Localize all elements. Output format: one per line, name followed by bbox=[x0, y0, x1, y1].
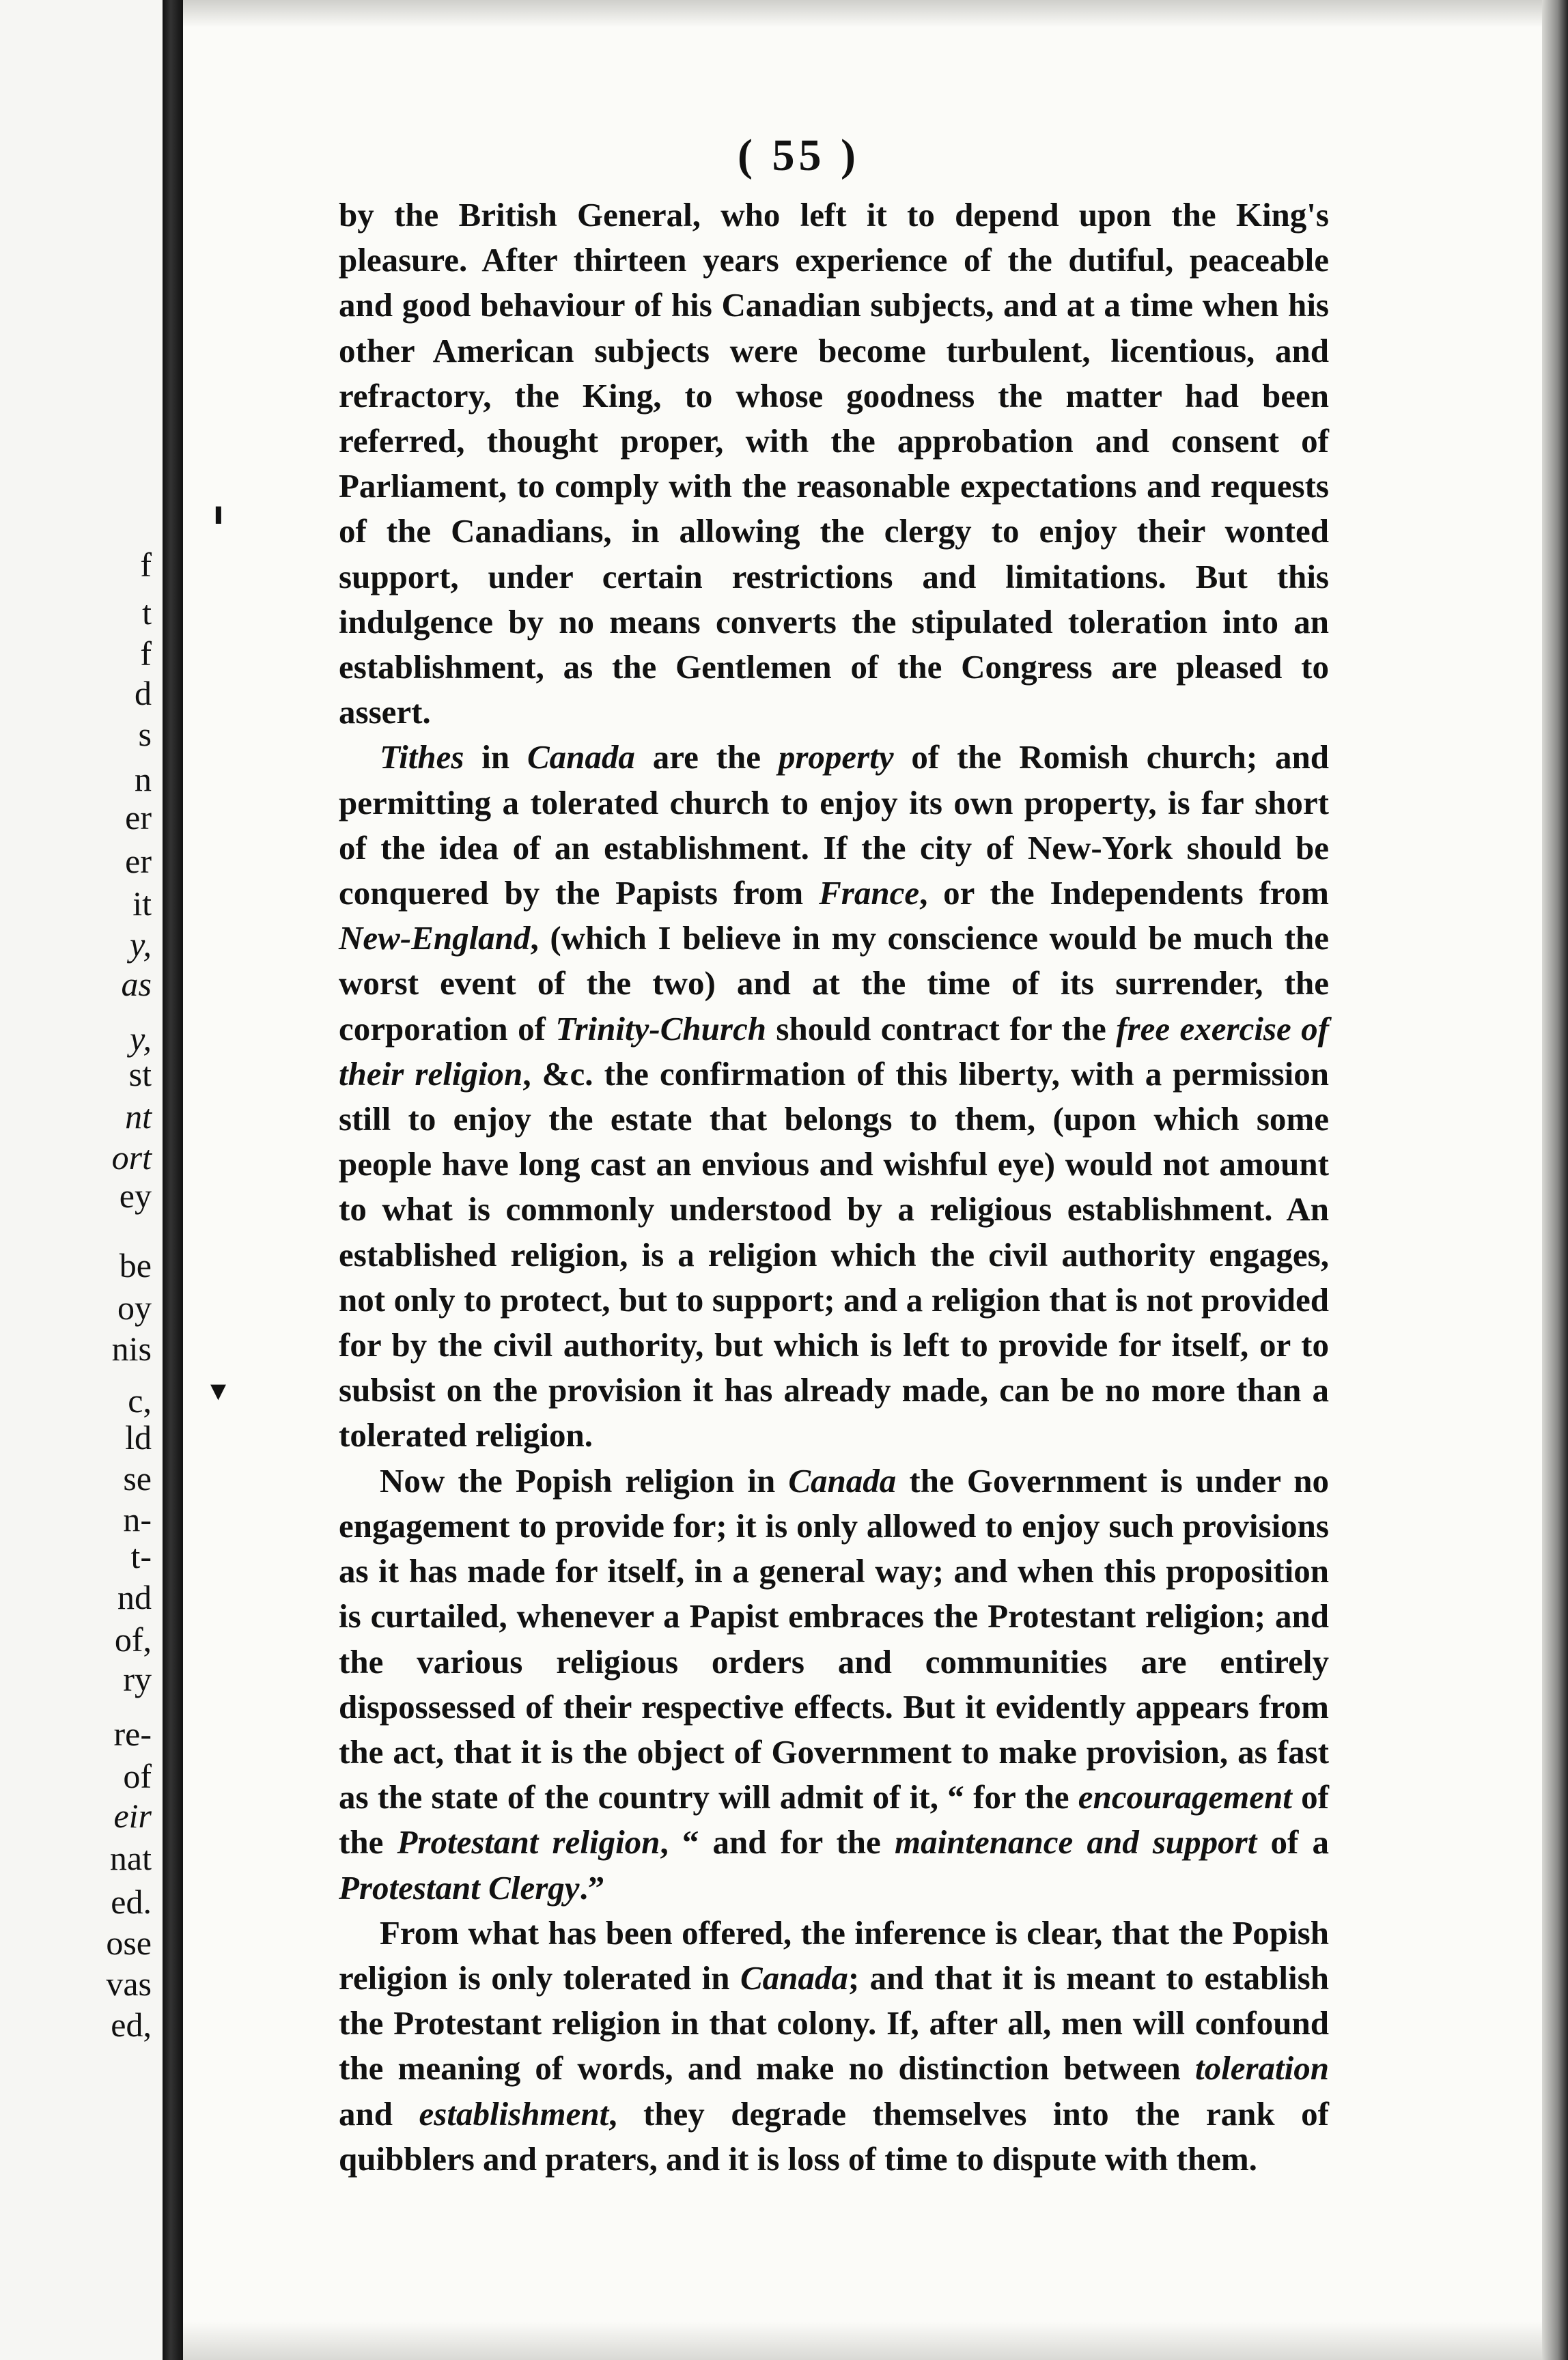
text-span: are the bbox=[634, 738, 779, 776]
previous-page-text-fragment: oy bbox=[117, 1289, 152, 1327]
previous-page-text-fragment: nd bbox=[117, 1578, 152, 1616]
paragraph-1 bbox=[339, 193, 1329, 735]
italic-text: Protestant Clergy bbox=[339, 1868, 580, 1907]
previous-page-sliver bbox=[0, 0, 163, 2360]
italic-text: Tithes bbox=[380, 738, 464, 776]
previous-page-text-fragment: t bbox=[142, 593, 152, 632]
text-span: .” bbox=[579, 1868, 605, 1907]
text-span: , “ and for the bbox=[660, 1823, 895, 1862]
previous-page-text-fragment: of, bbox=[114, 1620, 152, 1659]
previous-page-text-fragment: n bbox=[135, 760, 152, 798]
previous-page-text-fragment: er bbox=[125, 798, 152, 837]
previous-page-text-fragment: d bbox=[135, 674, 152, 712]
text-span: ; and that it is meant to establish the Protestant religion in that colony. If, after all, men will confound the meaning of words, and make no distinction between bbox=[339, 1958, 1329, 2088]
text-span: , (which I believe in my conscience would be much the worst event of the two) and at the time of its surrender, the corporation of bbox=[339, 919, 1329, 1048]
paragraph-1-text: by the British General, who left it to depend upon the King's pleasure. After thirteen years experience of the dutiful, peaceable and good behaviour of his Canadian subjects, and at a time when his other American subjects were become turbulent, licentious, and refractory, the King, to whose goodness the matter had been referred, thought proper, with the approbation and consent of Parliament, to comply with the reasonable expectations and requests of the Canadians, in allowing the clergy to enjoy their wonted support, under certain restrictions and limitations. But this indulgence by no means converts the stipulated toleration into an establishment, as the Gentlemen of the Congress are pleased to assert. bbox=[339, 196, 1329, 731]
text-span: of a bbox=[1257, 1823, 1329, 1862]
previous-page-text-fragment: of bbox=[123, 1757, 152, 1795]
previous-page-text-fragment: y, bbox=[130, 1020, 152, 1058]
previous-page-text-fragment: as bbox=[121, 965, 152, 1003]
previous-page-text-fragment: st bbox=[128, 1055, 152, 1093]
italic-text: property bbox=[778, 738, 894, 776]
page-bottom-edge bbox=[183, 2322, 1542, 2360]
margin-mark: ı bbox=[213, 494, 224, 531]
previous-page-text-fragment: it bbox=[132, 884, 152, 923]
paragraph-4 bbox=[339, 1911, 1329, 2182]
previous-page-text-fragment: ose bbox=[106, 1924, 152, 1962]
previous-page-text-fragment: nat bbox=[109, 1839, 152, 1877]
text-span: , or the Independents from bbox=[919, 874, 1329, 912]
text-span: , they degrade themselves into the rank of quibblers and praters, and it is loss of time to dispute with them. bbox=[339, 2094, 1329, 2178]
text-span: in bbox=[464, 738, 527, 776]
paragraph-3 bbox=[339, 1459, 1329, 1911]
page-number: ( 55 ) bbox=[738, 130, 860, 180]
page-right-edge bbox=[1542, 0, 1568, 2360]
previous-page-text-fragment: f bbox=[140, 634, 152, 673]
margin-arrow-mark: ▾ bbox=[210, 1371, 227, 1408]
previous-page-text-fragment: er bbox=[125, 842, 152, 880]
previous-page-text-fragment: ld bbox=[125, 1418, 152, 1457]
italic-text: New-England bbox=[339, 919, 531, 957]
previous-page-text-fragment: nis bbox=[111, 1330, 152, 1368]
italic-text: Canada bbox=[740, 1958, 848, 1997]
book-gutter bbox=[163, 0, 183, 2360]
previous-page-text-fragment: t- bbox=[130, 1537, 152, 1575]
previous-page-text-fragment: ort bbox=[111, 1138, 152, 1177]
previous-page-text-fragment: y, bbox=[130, 925, 152, 964]
previous-page-text-fragment: nt bbox=[125, 1097, 152, 1136]
text-span: of the Romish church; and permitting a tolerated church to enjoy its own property, is far short of the idea of an establishment. If the city of New-York should be conquered by the Papists from bbox=[339, 738, 1329, 912]
italic-text: Canada bbox=[788, 1461, 897, 1500]
text-span: Now the Popish religion in bbox=[380, 1461, 789, 1500]
previous-page-text-fragment: se bbox=[123, 1459, 152, 1498]
previous-page-text-fragment: be bbox=[119, 1246, 152, 1284]
previous-page-text-fragment: ed. bbox=[111, 1883, 152, 1921]
previous-page-text-fragment: f bbox=[140, 546, 152, 584]
italic-text: Canada bbox=[527, 738, 635, 776]
previous-page-text-fragment: re- bbox=[113, 1715, 152, 1753]
previous-page-text-fragment: ed, bbox=[111, 2006, 152, 2044]
text-span: the Government is under no engagement to provide for; it is only allowed to enjoy such provisions as it has made for itself, in a general way; and when this proposition is curtailed, whenever a Papist embraces the Protestant religion; and the various religious orders and communities are entirely dispossessed of their respective effects. But it evidently appears from the act, that it is the object of Government to make provision, as fast as the state of the country will admit of it, “ for the bbox=[339, 1461, 1329, 1816]
previous-page-text-fragment: n- bbox=[123, 1500, 152, 1539]
italic-text: Trinity-Church bbox=[555, 1009, 766, 1048]
italic-text: free exercise of their religion bbox=[339, 1009, 1329, 1093]
text-span: and bbox=[339, 2094, 419, 2133]
text-span: , &c. the confirmation of this liberty, with a permission still to enjoy the estate that belongs to them, (upon which some people have long cast an envious and wishful eye) would not amount to what is commonly understood by a religious establishment. An established religion, is a religion which the civil authority engages, not only to protect, but to support; and a religion that is not provided for by the civil authority, but which is left to provide for itself, or to subsist on the provision it has already made, can be no more than a tolerated religion. bbox=[339, 1054, 1329, 1455]
page-top-edge bbox=[183, 0, 1542, 27]
text-span: From what has been offered, the inference is clear, that the Popish religion is only tolerated in bbox=[339, 1913, 1329, 1997]
text-span: should contract for the bbox=[766, 1009, 1117, 1048]
previous-page-text-fragment: vas bbox=[106, 1965, 152, 2003]
text-span: of the bbox=[339, 1778, 1329, 1862]
previous-page-text-fragment: ry bbox=[123, 1660, 152, 1698]
previous-page-text-fragment: eir bbox=[113, 1797, 152, 1835]
body-text bbox=[339, 193, 1329, 2182]
previous-page-text-fragment: c, bbox=[128, 1381, 152, 1420]
italic-text: encouragement bbox=[1078, 1778, 1292, 1816]
paragraph-2 bbox=[339, 735, 1329, 1458]
italic-text: toleration bbox=[1194, 2049, 1329, 2088]
italic-text: establishment bbox=[419, 2094, 609, 2133]
previous-page-text-fragment: ey bbox=[119, 1177, 152, 1215]
previous-page-text-fragment: s bbox=[138, 715, 152, 753]
italic-text: Protestant religion bbox=[397, 1823, 660, 1862]
italic-text: France bbox=[819, 874, 920, 912]
italic-text: maintenance and support bbox=[894, 1823, 1257, 1862]
